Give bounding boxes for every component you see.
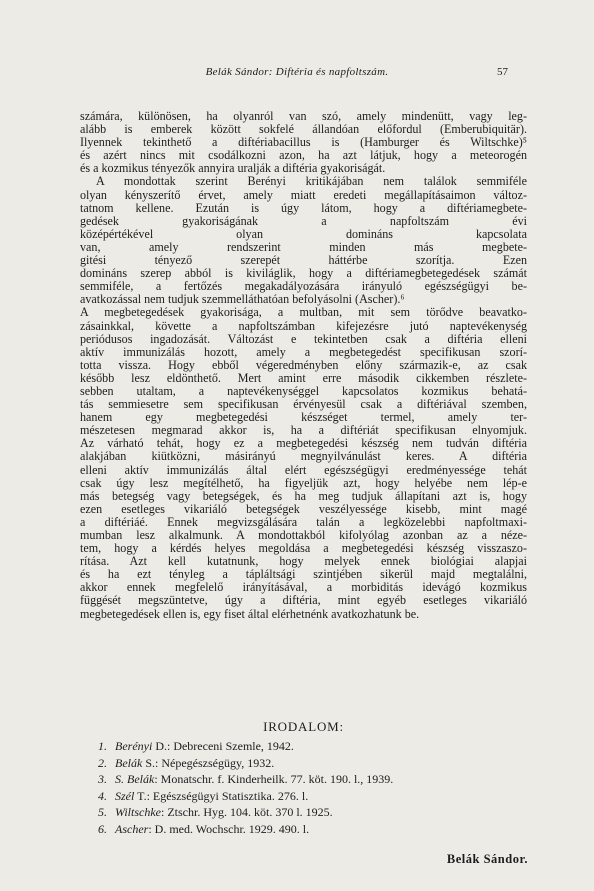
reference-citation: T.: Egészségügyi Statisztika. 276. l. [134, 788, 309, 803]
body-line: középértékével olyan domináns kapcsolata [80, 227, 527, 241]
reference-number: 6. [98, 821, 107, 836]
reference-item [98, 804, 528, 821]
body-line: rítása. Azt kell kutatnunk, hogy melyek ennek biológiai alapjai [80, 555, 527, 569]
body-line: sebben utaltam, a naptevékenységgel kapcsolatos kozmikus behatá- [80, 384, 527, 398]
body-line: avatkozással nem tudjuk szemmelláthatóan befolyásolni (Ascher).⁶ [80, 293, 405, 307]
reference-number: 1. [98, 739, 107, 753]
reference-author: Wiltschke [115, 805, 161, 820]
body-line: ezen esetleges vikariáló betegségek veszélyessége kisebb, mint magé [80, 502, 527, 516]
body-line: számára, különösen, ha olyanról van szó, amely mindenütt, vagy leg- [80, 110, 527, 123]
reference-author: Szél [115, 788, 135, 803]
body-line: Az várható tehát, hogy ez a megbetegedési készség nem tudván diftéria [80, 437, 527, 451]
body-line: alakjában kiütközni, másirányú megnyilvánulást keres. A diftéria [80, 450, 527, 464]
body-line: mumban lesz alkalmunk. A mondottakból kifolyólag azonban az a néze- [80, 529, 527, 542]
references-heading: IRODALOM: [263, 719, 344, 734]
reference-citation: S.: Népegészségügy, 1932. [142, 755, 275, 770]
body-line: A mondottak szerint Berényi kritikájában nem találok semmiféle [96, 175, 527, 189]
body-line: totta vissza. Hogy ebből végeredményben előny származik-e, az csak [80, 358, 527, 372]
body-line: hanem egy megbetegedési készséget termel, amely ter- [80, 411, 527, 425]
reference-number: 3. [98, 772, 107, 787]
reference-number: 5. [98, 805, 107, 820]
reference-item [98, 738, 528, 755]
reference-item [98, 771, 528, 788]
body-line: periódusos ingadozását. Változást e tekintetben csak a diftéria elleni [80, 332, 527, 346]
body-line: más betegség vagy betegségek, és ha meg tudjuk állapítani azt is, hogy [80, 489, 527, 503]
body-line: csak úgy lesz megítélhető, ha figyeljük azt, hogy helyébe nem lép-e [80, 476, 527, 490]
reference-item [98, 788, 528, 805]
body-line: és ha ezt tényleg a tápláltsági szintjében sikerül majd megtalálni, [80, 568, 527, 582]
body-line: A megbetegedések gyakorisága, a multban, mit sem törődve beavatko- [80, 306, 527, 320]
body-line: függését megszüntetve, úgy a diftéria, mint egyéb esetleges vikariáló [80, 594, 527, 608]
body-line: olyan kényszerítő érvet, amely miatt eredeti megállapításaimon változ- [80, 188, 527, 202]
body-line: megbetegedések ellen is, egy fiset által elérhetnénk avatkozhatunk be. [80, 607, 420, 621]
body-line: mészetesen megmarad akkor is, ha a diftériát specifikusan elnyomjuk. [80, 424, 527, 438]
body-line: domináns szerep abból is kiviláglik, hogy a diftériamegbetegedések számát [80, 267, 527, 281]
body-line: alább is emberek között sokfelé állandóan előfordul (Emberubiquitär). [80, 123, 527, 137]
reference-citation: : D. med. Wochschr. 1929. 490. l. [148, 821, 310, 836]
body-line: és azért nincs mit csodálkozni azon, ha azt látjuk, hogy a meteorogén [80, 149, 527, 163]
reference-number: 4. [98, 788, 107, 803]
body-line: a diftériáé. Ennek megvizsgálására talán a legközelebbi napfoltmaxi- [80, 515, 527, 529]
running-title: Belák Sándor: Diftéria és napfoltszám. [205, 66, 389, 78]
body-line: tatnom kellene. Ezután is úgy látom, hogy a diftériamegbete- [80, 201, 527, 215]
reference-author: S. Belák [115, 772, 155, 787]
reference-item [98, 755, 528, 772]
body-line: gedések gyakoriságának a napfoltszám évi [80, 214, 527, 228]
body-line: tás semmiesetre sem specifikusan érvényesül csak a diftériával szemben, [80, 398, 527, 412]
body-line: elleni aktív immunizálás által elért egészségügyi eredményessége tehát [80, 463, 527, 477]
body-line: tem, hogy a kérdés helyes megoldása a megbetegedési készség visszaszo- [80, 542, 527, 556]
body-line: zásainkkal, követte a napfoltszámban kifejezésre jutó naptevékenység [80, 319, 527, 333]
reference-list [98, 738, 528, 838]
body-line: gitési tényező szerepét háttérbe szorítja. Ezen [80, 254, 527, 268]
body-line: aktív immunizálás hozott, amely a megbetegedést specifikusan szorí- [80, 345, 527, 359]
body-line: van, amely rendszerint minden más megbete- [80, 240, 527, 254]
reference-author: Berényi [115, 739, 153, 753]
body-line: Ilyennek tekinthető a diftériabacillus is (Hamburger és Wiltschke)⁵ [80, 136, 527, 150]
reference-citation: D.: Debreceni Szemle, 1942. [152, 739, 294, 753]
reference-author: Belák [115, 755, 143, 770]
article-body [80, 110, 527, 621]
reference-author: Ascher [115, 821, 149, 836]
reference-citation: : Monatschr. f. Kinderheilk. 77. köt. 190. l., 1939. [154, 772, 394, 787]
body-line: később lesz eldönthető. Mert amint erre második cikkemben részlete- [80, 371, 527, 385]
body-line: és a kozmikus tényezők annyira uralják a diftéria gyakoriságát. [80, 162, 386, 176]
reference-item [98, 821, 528, 838]
page-number: 57 [497, 66, 508, 78]
author-signature: Belák Sándor. [446, 852, 528, 866]
reference-number: 2. [98, 755, 107, 770]
reference-citation: : Ztschr. Hyg. 104. köt. 370 l. 1925. [160, 805, 333, 820]
body-line: akkor ennek megfelelő irányításával, a morbiditás idevágó kozmikus [80, 581, 527, 595]
body-line: semmiféle, a fertőzés megakadályozására irányuló egészségügyi be- [80, 280, 527, 294]
